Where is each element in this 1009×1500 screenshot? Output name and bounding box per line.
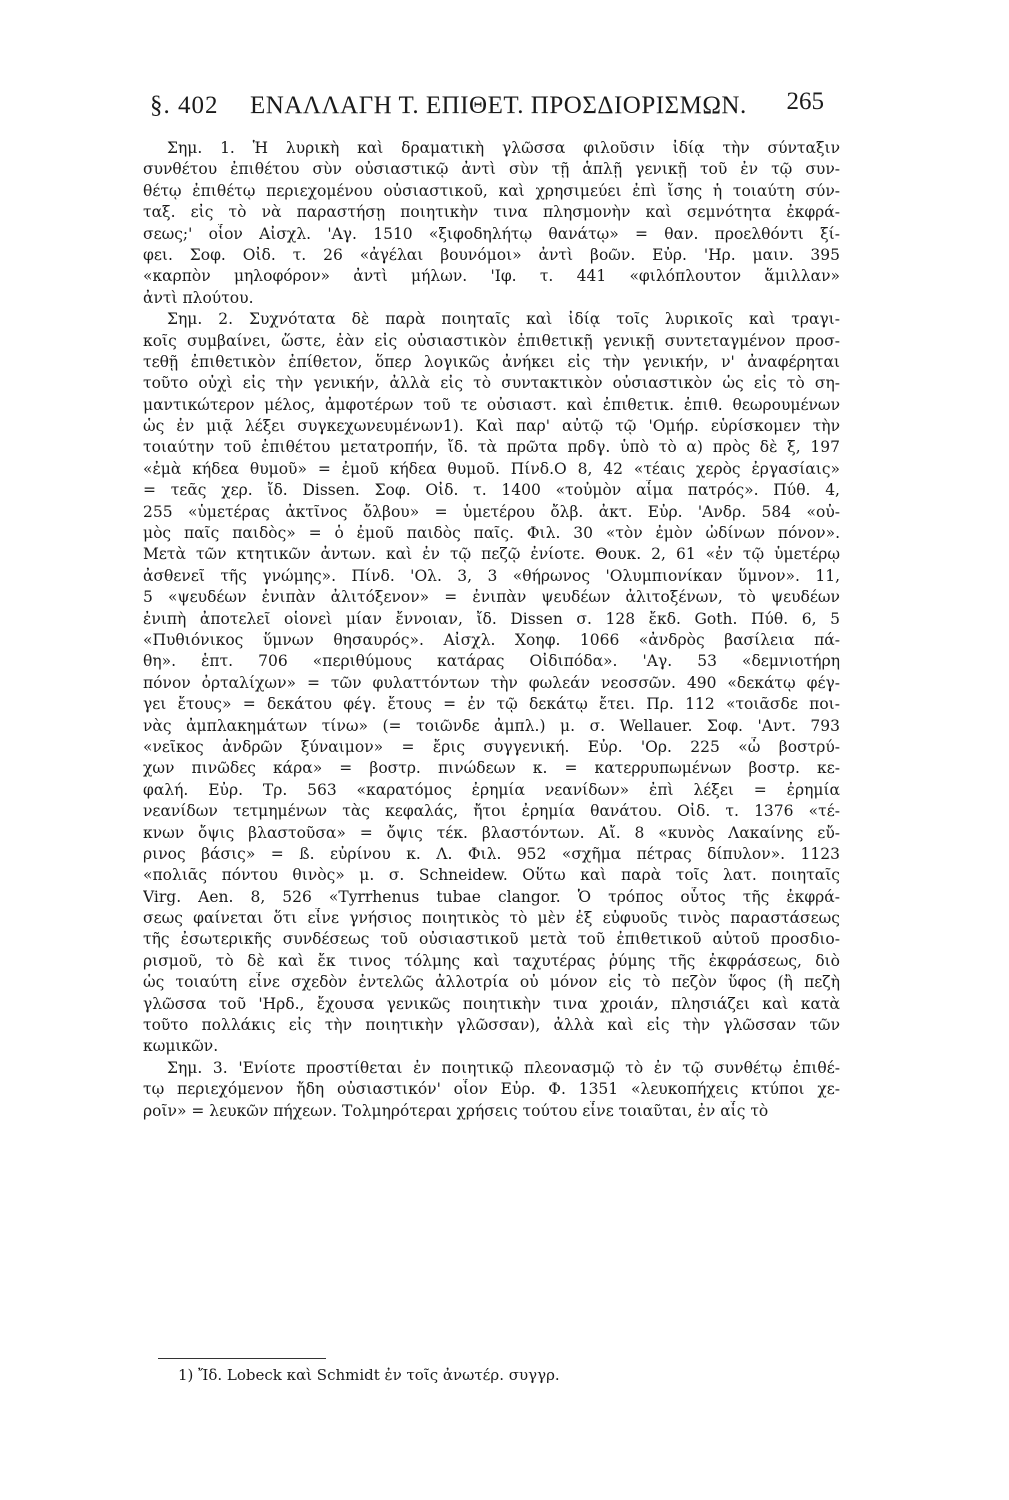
text-line: μαντικώτερον μέλος, ἀμφοτέρων τοῦ τε οὐσιαστ. καὶ ἐπιθετικ. ἐπιθ. θεωρουμένων <box>143 395 840 414</box>
text-line: θη». ἑπτ. 706 «περιθύμους κατάρας Οἰδιπόδα». 'Αγ. 53 «δεμνιοτήρη <box>143 652 840 671</box>
text-line: νεανίδων τετμημένων τὰς κεφαλάς, ἤτοι ἐρημία θανάτου. Οἰδ. τ. 1376 «τέ- <box>143 802 840 821</box>
text-line: γει ἔτους» = δεκάτου φέγ. ἔτους = ἐν τῷ δεκάτῳ ἔτει. Πρ. 112 «τοιᾶσδε ποι- <box>143 695 840 714</box>
text-line: Σημ. 1. Ἡ λυρικὴ καὶ δραματικὴ γλῶσσα φιλοῦσιν ἰδίᾳ τὴν σύνταξιν <box>167 139 840 157</box>
text-line: νὰς ἀμπλακημάτων τίνω» (= τοιῶνδε ἀμπλ.) μ. σ. Wellauer. Σοφ. 'Αντ. 793 <box>143 716 840 735</box>
text-line: = τεᾶς χερ. ἴδ. Dissen. Σοφ. Οἰδ. τ. 1400 «τοὐμὸν αἷμα πατρός». Πύθ. 4, <box>143 481 840 500</box>
text-line: «νεῖκος ἀνδρῶν ξύναιμον» = ἔρις συγγενική. Εὐρ. 'Ορ. 225 «ὦ βοστρύ- <box>143 737 840 756</box>
text-line: τοιαύτην τοῦ ἐπιθέτου μετατροπήν, ἴδ. τὰ πρῶτα πρδγ. ὑπὸ τὸ α) πρὸς δὲ ξ, 197 <box>143 438 840 457</box>
text-line: πόνον ὀρταλίχων» = τῶν φυλαττόντων τὴν φωλεάν νεοσσῶν. 490 «δεκάτῳ φέγ- <box>143 673 840 692</box>
text-line: τῳ περιεχόμενον ἤδη οὐσιαστικόν' οἷον Εὐρ. Φ. 1351 «λευκοπήχεις κτύποι χε- <box>143 1080 840 1099</box>
text-line: ἀντὶ πλούτου. <box>143 288 254 307</box>
running-header <box>150 88 832 128</box>
text-line: ἀσθενεῖ τῆς γνώμης». Πίνδ. 'Ολ. 3, 3 «θήρωνος 'Ολυμπιονίκαν ὕμνον». 11, <box>143 566 840 585</box>
text-line: «Πυθιόνικος ὕμνων θησαυρός». Αἰσχλ. Χοηφ. 1066 «ἀνδρὸς βασίλεια πά- <box>143 630 840 649</box>
text-line: Μετὰ τῶν κτητικῶν ἀντων. καὶ ἐν τῷ πεζῷ ἐνίοτε. Θουκ. 2, 61 «ἐν τῷ ὑμετέρῳ <box>143 545 840 564</box>
footnote: 1) Ἴδ. Lobeck καὶ Schmidt ἐν τοῖς ἀνωτέρ. συγγρ. <box>178 1366 560 1384</box>
text-line: μὸς παῖς παιδὸς» = ὁ ἐμοῦ παιδὸς παῖς. Φιλ. 30 «τὸν ἐμὸν ὠδίνων πόνον». <box>143 524 840 543</box>
text-line: γλῶσσα τοῦ 'Ηρδ., ἔχουσα γενικῶς ποιητικὴν τινα χροιάν, πλησιάζει καὶ κατὰ <box>143 994 840 1013</box>
text-line: ρισμοῦ, τὸ δὲ καὶ ἔκ τινος τόλμης καὶ ταχυτέρας ῥύμης τῆς ἐκφράσεως, διὸ <box>143 951 840 970</box>
text-line: ροῖν» = λευκῶν πήχεων. Τολμηρότεραι χρήσεις τούτου εἶνε τοιαῦται, ἐν αἷς τὸ <box>143 1101 769 1120</box>
text-line: κοῖς συμβαίνει, ὥστε, ἐὰν εἰς οὐσιαστικὸν ἐπιθετικῇ γενικῇ συντεταγμένον προσ- <box>143 331 840 350</box>
body-text <box>143 138 840 1122</box>
text-line: ταξ. εἰς τὸ νὰ παραστήσῃ ποιητικὴν τινα πλησμονὴν καὶ σεμνότητα ἐκφρά- <box>143 203 840 222</box>
text-line: Σημ. 3. 'Ενίοτε προστίθεται ἐν ποιητικῷ πλεονασμῷ τὸ ἐν τῷ συνθέτῳ ἐπιθέ- <box>167 1058 840 1077</box>
text-line: συνθέτου ἐπιθέτου σὺν οὐσιαστικῷ ἀντὶ σὺν τῇ ἁπλῇ γενικῇ τοῦ ἐν τῷ συν- <box>143 160 840 179</box>
text-line: ρινος βάσις» = ß. εὐρίνου κ. Λ. Φιλ. 952 «σχῆμα πέτρας δίπυλον». 1123 <box>143 844 840 863</box>
text-line: «πολιᾶς πόντου θινὸς» μ. σ. Schneidew. Οὕτω καὶ παρὰ τοῖς λατ. ποιηταῖς <box>143 866 840 885</box>
text-line: τῆς ἐσωτερικῆς συνδέσεως τοῦ οὐσιαστικοῦ μετὰ τοῦ ἐπιθετικοῦ αὐτοῦ προσδιο- <box>143 930 840 949</box>
page-number: 265 <box>786 88 824 115</box>
text-line: ὡς τοιαύτη εἶνε σχεδὸν ἐντελῶς ἀλλοτρία οὐ μόνον εἰς τὸ πεζὸν ὕφος (ἢ πεζὴ <box>143 973 840 992</box>
text-line: τοῦτο πολλάκις εἰς τὴν ποιητικὴν γλῶσσαν), ἀλλὰ καὶ εἰς τὴν γλῶσσαν τῶν <box>143 1016 840 1035</box>
footnote-rule <box>158 1358 326 1359</box>
text-line: 5 «ψευδέων ἐνιπὰν ἀλιτόξενον» = ἐνιπὰν ψευδέων ἀλιτοξένων, τὸ ψευδέων <box>143 588 840 607</box>
text-line: ἐνιπὴ ἀποτελεῖ οἱονεὶ μίαν ἔννοιαν, ἴδ. Dissen σ. 128 ἔκδ. Goth. Πύθ. 6, 5 <box>143 609 840 628</box>
text-line: τεθῇ ἐπιθετικὸν ἐπίθετον, ὅπερ λογικῶς ἀνήκει εἰς τὴν γενικήν, ν' ἀναφέρηται <box>143 352 840 371</box>
text-line: κωμικῶν. <box>143 1037 219 1056</box>
text-line: «ἐμὰ κήδεα θυμοῦ» = ἐμοῦ κήδεα θυμοῦ. Πίνδ.Ο 8, 42 «τέαις χερὸς ἐργασίαις» <box>143 459 840 478</box>
text-line: σεως φαίνεται ὅτι εἶνε γνήσιος ποιητικὸς τὸ μὲν ἐξ εὐφυοῦς τινὸς παραστάσεως <box>143 909 840 928</box>
section-number: §. 402 <box>150 92 219 119</box>
text-line: θέτῳ ἐπιθέτῳ περιεχομένου οὐσιαστικοῦ, καὶ χρησιμεύει ἐπὶ ἴσης ἡ τοιαύτη σύν- <box>143 181 840 200</box>
text-line: «καρπὸν μηλοφόρον» ἀντὶ μήλων. 'Ιφ. τ. 441 «φιλόπλουτον ἅμιλλαν» <box>143 267 840 286</box>
text-line: φει. Σοφ. Οἰδ. τ. 26 «ἀγέλαι βουνόμοι» ἀντὶ βοῶν. Εὐρ. 'Ηρ. μαιν. 395 <box>143 245 840 264</box>
text-line: Virg. Aen. 8, 526 «Tyrrhenus tubae clangor. Ὁ τρόπος οὗτος τῆς ἐκφρά- <box>143 887 840 906</box>
text-line: 255 «ὑμετέρας ἀκτῖνος ὄλβου» = ὑμετέρου ὄλβ. ἀκτ. Εὐρ. 'Ανδρ. 584 «οὐ- <box>143 502 840 521</box>
text-line: φαλή. Εὐρ. Τρ. 563 «καρατόμος ἐρημία νεανίδων» ἐπὶ λέξει = ἐρημία <box>143 780 840 799</box>
running-title: ΕΝΑΛΛΑΓΗ Τ. ΕΠΙΘΕΤ. ΠΡΟΣΔΙΟΡΙΣΜΩΝ. <box>250 92 747 119</box>
text-line: σεως;' οἷον Αἰσχλ. 'Αγ. 1510 «ξιφοδηλήτῳ θανάτῳ» = θαν. προελθόντι ξί- <box>143 224 840 243</box>
text-line: Σημ. 2. Συχνότατα δὲ παρὰ ποιηταῖς καὶ ἰδίᾳ τοῖς λυρικοῖς καὶ τραγι- <box>167 310 840 329</box>
text-line: ὡς ἐν μιᾷ λέξει συγκεχωνευμένων1). Καὶ παρ' αὐτῷ τῷ 'Ομήρ. εὑρίσκομεν τὴν <box>143 417 840 436</box>
text-line: τοῦτο οὐχὶ εἰς τὴν γενικήν, ἀλλὰ εἰς τὸ συντακτικὸν οὐσιαστικὸν ὡς εἰς τὸ ση- <box>143 374 840 393</box>
text-line: κνων ὄψις βλαστοῦσα» = ὄψις τέκ. βλαστόντων. Αἴ. 8 «κυνὸς Λακαίνης εὔ- <box>143 823 840 842</box>
text-line: χων πινῶδες κάρα» = βοστρ. πινώδεων κ. = κατερρυπωμένων βοστρ. κε- <box>143 759 840 778</box>
